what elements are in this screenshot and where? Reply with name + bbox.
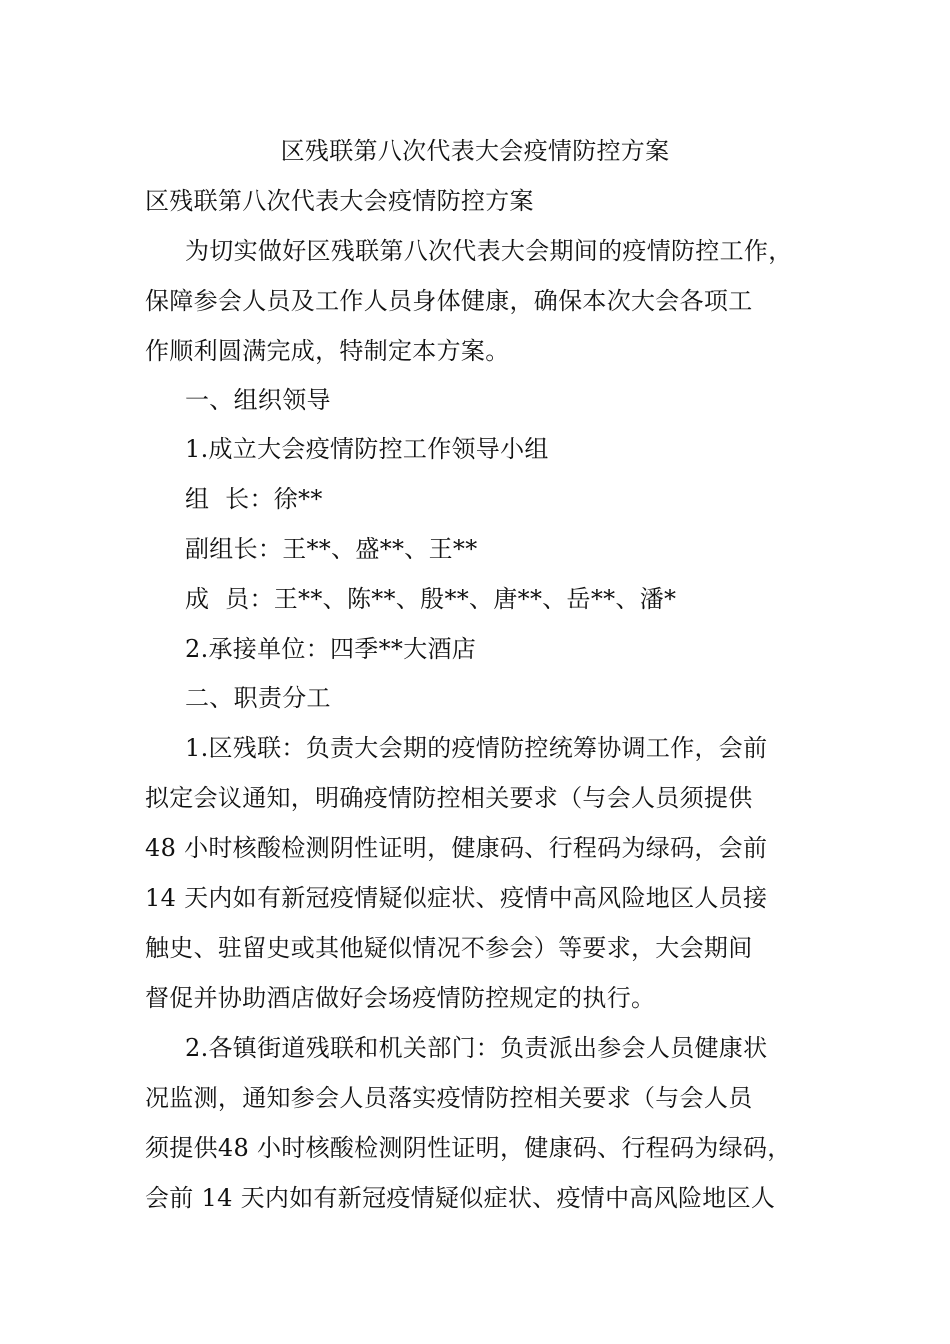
document-subtitle: 区残联第八次代表大会疫情防控方案 <box>145 187 534 215</box>
item1-line-5: 触史、驻留史或其他疑似情况不参会）等要求，大会期间 <box>145 934 753 962</box>
intro-line-3: 作顺利圆满完成，特制定本方案。 <box>145 337 510 365</box>
item1-line-4: 14 天内如有新冠疫情疑似症状、疫情中高风险地区人员接 <box>145 884 768 912</box>
section1-heading: 一、组织领导 <box>185 386 331 414</box>
members-line: 成 员：王**、陈**、殷**、唐**、岳**、潘* <box>185 585 677 613</box>
item1-line-6: 督促并协助酒店做好会场疫情防控规定的执行。 <box>145 984 656 1012</box>
item2-line-4: 会前 14 天内如有新冠疫情疑似症状、疫情中高风险地区人 <box>145 1184 776 1212</box>
item1-line-3: 48 小时核酸检测阴性证明，健康码、行程码为绿码，会前 <box>145 834 768 862</box>
intro-line-1: 为切实做好区残联第八次代表大会期间的疫情防控工作， <box>185 237 793 265</box>
intro-line-2: 保障参会人员及工作人员身体健康，确保本次大会各项工 <box>145 287 753 315</box>
leader-line: 组 长：徐** <box>185 485 323 513</box>
item1-line-1: 1.区残联：负责大会期的疫情防控统筹协调工作，会前 <box>185 734 768 762</box>
item2-line-2: 况监测，通知参会人员落实疫情防控相关要求（与会人员 <box>145 1084 753 1112</box>
document-title: 区残联第八次代表大会疫情防控方案 <box>280 137 670 165</box>
section1-item1: 1.成立大会疫情防控工作领导小组 <box>185 435 549 463</box>
item2-line-3: 须提供48 小时核酸检测阴性证明，健康码、行程码为绿码， <box>145 1134 792 1162</box>
item1-line-2: 拟定会议通知，明确疫情防控相关要求（与会人员须提供 <box>145 784 753 812</box>
section1-item2: 2.承接单位：四季**大酒店 <box>185 635 477 663</box>
deputy-line: 副组长：王**、盛**、王** <box>185 535 478 563</box>
item2-line-1: 2.各镇街道残联和机关部门：负责派出参会人员健康状 <box>185 1034 768 1062</box>
section2-heading: 二、职责分工 <box>185 684 331 712</box>
